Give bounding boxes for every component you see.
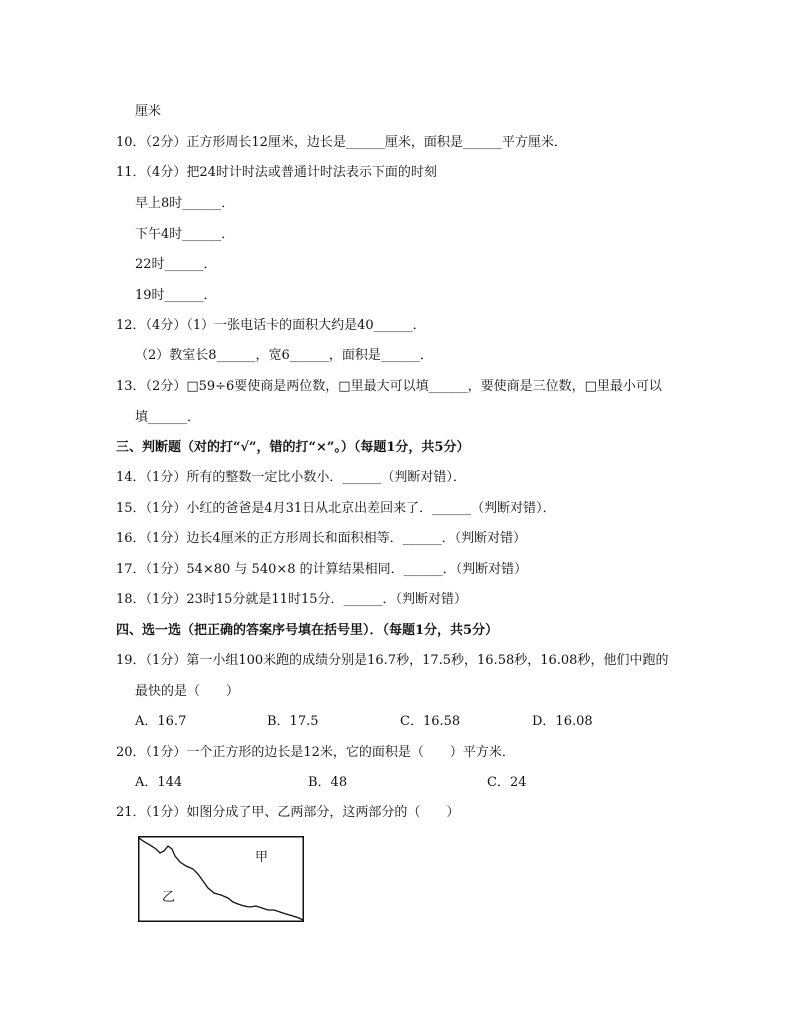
region-label-top: 甲 [255, 850, 269, 865]
question-20-option-b: B．48 [308, 775, 348, 790]
section-heading-true-false: 三、判断题（对的打“√”，错的打“×”。）（每题1分，共5分） [116, 440, 470, 455]
question-12-part-2: （2）教室长8______，宽6______，面积是______． [135, 348, 433, 363]
question-13: 13．（2分）□59÷6要使商是两位数，□里最大可以填______，要使商是三位数，□里最小可以 [116, 379, 662, 394]
question-10: 10．（2分）正方形周长12厘米，边长是______厘米，面积是______平方厘米． [116, 135, 567, 150]
question-19-option-c: C．16.58 [400, 714, 461, 729]
question-20-option-c: C．24 [487, 775, 527, 790]
text-line-unit: 厘米 [135, 104, 162, 119]
question-11-item-3: 22时______． [135, 257, 217, 272]
dividing-curve [139, 838, 303, 920]
question-20: 20．（1分）一个正方形的边长是12米，它的面积是（ ）平方米． [116, 745, 515, 760]
question-12: 12．（4分）（1）一张电话卡的面积大约是40______． [116, 318, 426, 333]
region-label-bottom: 乙 [162, 890, 176, 905]
question-20-option-a: A．144 [135, 775, 183, 790]
question-19-continued: 最快的是（ ） [135, 684, 240, 699]
figure-drawing [138, 836, 304, 922]
question-19: 19．（1分）第一小组100米跑的成绩分别是16.7秒，17.5秒，16.58秒，16.08秒，他们中跑的 [116, 653, 669, 668]
figure-border [139, 837, 304, 922]
divided-rectangle-figure [138, 836, 304, 922]
question-19-option-b: B．17.5 [267, 714, 319, 729]
question-11-item-2: 下午4时______． [135, 227, 235, 242]
question-14: 14．（1分）所有的整数一定比小数小．______（判断对错）． [116, 470, 466, 485]
question-18: 18．（1分）23时15分就是11时15分．______．（判断对错） [116, 592, 467, 607]
question-19-option-a: A．16.7 [135, 714, 187, 729]
section-heading-multiple-choice: 四、选一选（把正确的答案序号填在括号里）．（每题1分，共5分） [116, 623, 499, 638]
question-19-option-d: D．16.08 [532, 714, 593, 729]
question-21: 21．（1分）如图分成了甲、乙两部分，这两部分的（ ） [116, 805, 460, 820]
question-17: 17．（1分）54×80 与 540×8 的计算结果相同．______．（判断对错） [116, 562, 528, 577]
question-11-item-1: 早上8时______． [135, 196, 235, 211]
question-15: 15．（1分）小红的爸爸是4月31日从北京出差回来了．______（判断对错）． [116, 501, 556, 516]
question-13-continued: 填______． [135, 410, 201, 425]
question-16: 16．（1分）边长4厘米的正方形周长和面积相等．______．（判断对错） [116, 531, 527, 546]
question-11-item-4: 19时______． [135, 288, 217, 303]
question-11: 11．（4分）把24时计时法或普通计时法表示下面的时刻 [116, 165, 437, 180]
